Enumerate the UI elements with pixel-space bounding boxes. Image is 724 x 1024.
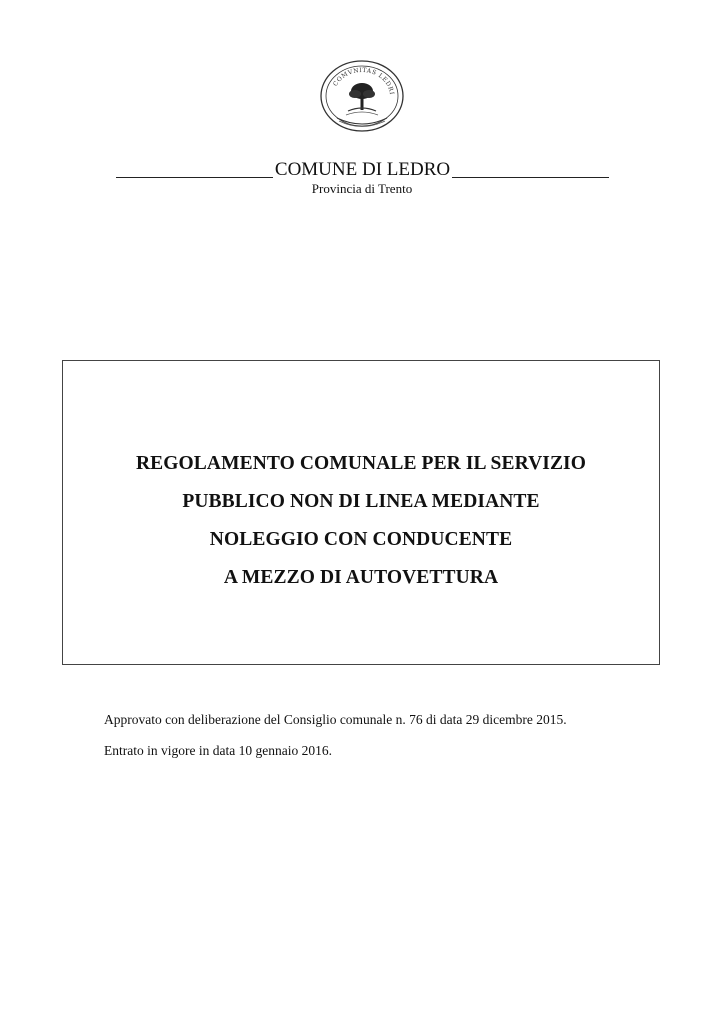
municipal-seal-icon [317,58,407,134]
title-line: PUBBLICO NON DI LINEA MEDIANTE [182,491,540,512]
title-line: NOLEGGIO CON CONDUCENTE [209,529,513,550]
svg-text:COMVNITAS LEDRI: COMVNITAS LEDRI [331,66,396,96]
commune-heading [116,157,609,181]
heading-rule-left [116,177,273,178]
heading-rule-right [452,177,609,178]
document-title-box [62,360,660,665]
title-line: A MEZZO DI AUTOVETTURA [223,567,499,588]
in-force-note: Entrato in vigore in data 10 gennaio 2016. [104,743,332,758]
province-name: Provincia di Trento [311,181,413,196]
commune-name: COMUNE DI LEDRO [274,159,451,180]
approval-note: Approvato con deliberazione del Consiglio comunale n. 76 di data 29 dicembre 2015. [104,712,567,727]
title-line: REGOLAMENTO COMUNALE PER IL SERVIZIO [135,453,587,474]
document-title [63,445,659,597]
